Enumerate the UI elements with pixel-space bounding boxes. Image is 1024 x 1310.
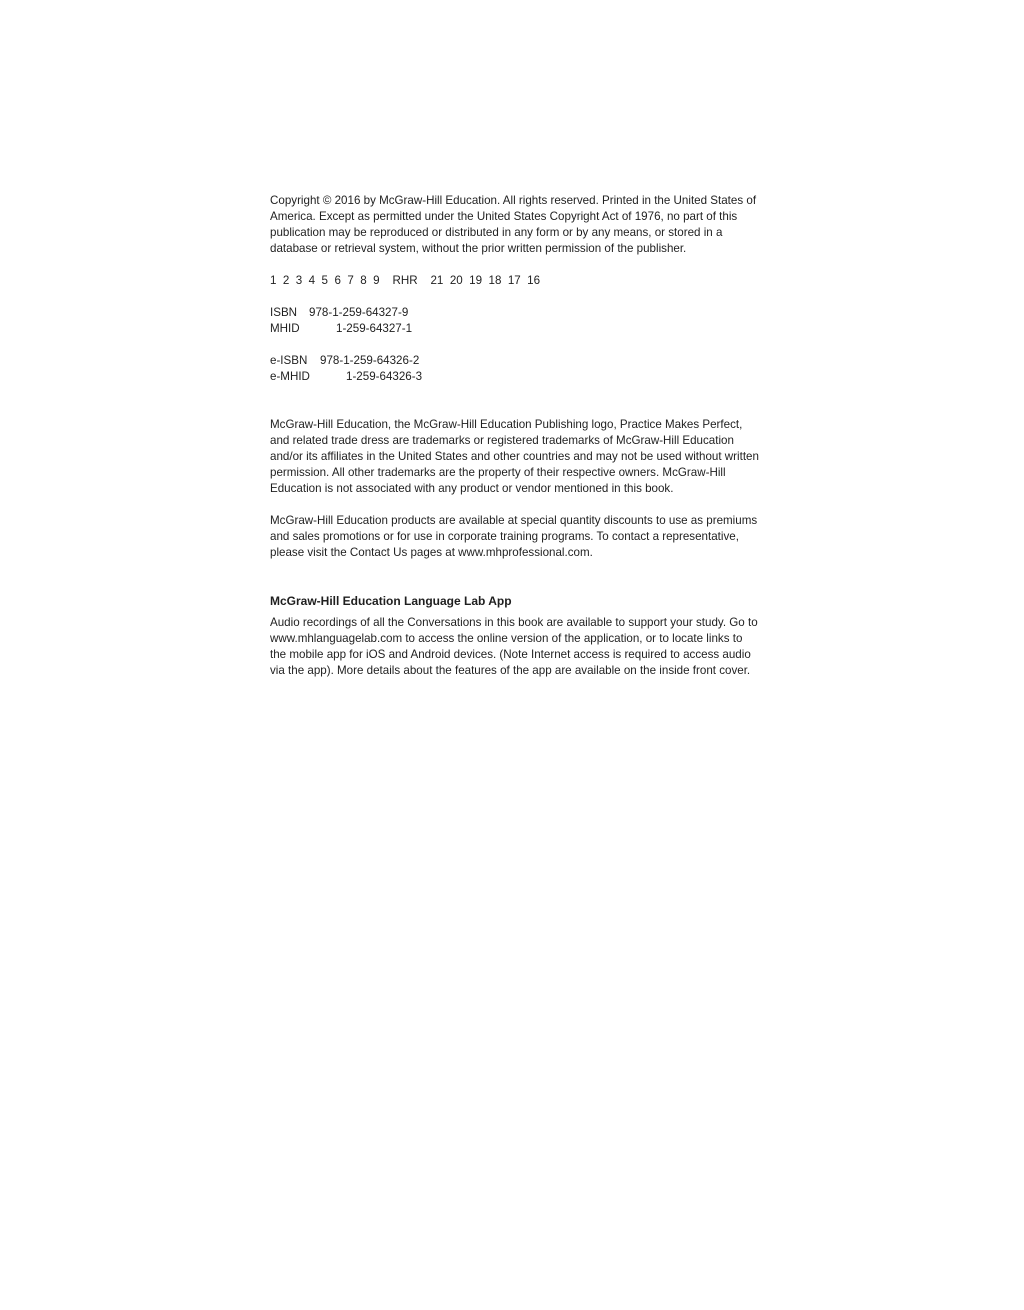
trademark-notice: McGraw-Hill Education, the McGraw-Hill Education Publishing logo, Practice Makes Perfect, and related trade dress are trademarks or registered trademarks of McGraw-Hill Education and/or its affiliates in the United States and other countries and may not be used without written permission. All other trademarks are the property of their respective owners. McGraw-Hill Education is not associated with any product or vendor mentioned in this book.: [270, 418, 759, 495]
emhid-value: 1-259-64326-3: [346, 370, 423, 383]
discount-notice: McGraw-Hill Education products are available at special quantity discounts to use as premiums and sales promotions or for use in corporate training programs. To contact a representative, please visit the Contact Us pages at www.mhprofessional.com.: [270, 514, 758, 559]
printing-numbers: 1 2 3 4 5 6 7 8 9: [270, 274, 380, 287]
mhid-row: [270, 321, 760, 337]
printing-line: [270, 273, 760, 289]
isbn-value: 978-1-259-64327-9: [309, 306, 409, 319]
emhid-row: [270, 369, 760, 385]
eisbn-label: e-ISBN: [270, 354, 308, 367]
copyright-page: [270, 193, 760, 679]
mhid-value: 1-259-64327-1: [336, 322, 413, 335]
language-lab-heading: McGraw-Hill Education Language Lab App: [270, 594, 512, 608]
printing-years: 21 20 19 18 17 16: [430, 274, 541, 287]
isbn-row: [270, 305, 760, 321]
copyright-notice: Copyright © 2016 by McGraw-Hill Education. All rights reserved. Printed in the United States of America. Except as permitted under the United States Copyright Act of 1976, no part of this publication may be reproduced or distributed in any form or by any means, or stored in a database or retrieval system, without the prior written permission of the publisher.: [270, 194, 757, 255]
language-lab-description: Audio recordings of all the Conversations in this book are available to support your study. Go to www.mhlanguagelab.com to access the online version of the application, or to locate links to the mobile app for iOS and Android devices. (Note Internet access is required to access audio via the app). More details about the features of the app are available on the inside front cover.: [270, 616, 758, 677]
eisbn-value: 978-1-259-64326-2: [320, 354, 420, 367]
mhid-label: MHID: [270, 322, 300, 335]
emhid-label: e-MHID: [270, 370, 310, 383]
isbn-label: ISBN: [270, 306, 298, 319]
eisbn-row: [270, 353, 760, 369]
printer-code: RHR: [392, 274, 418, 287]
